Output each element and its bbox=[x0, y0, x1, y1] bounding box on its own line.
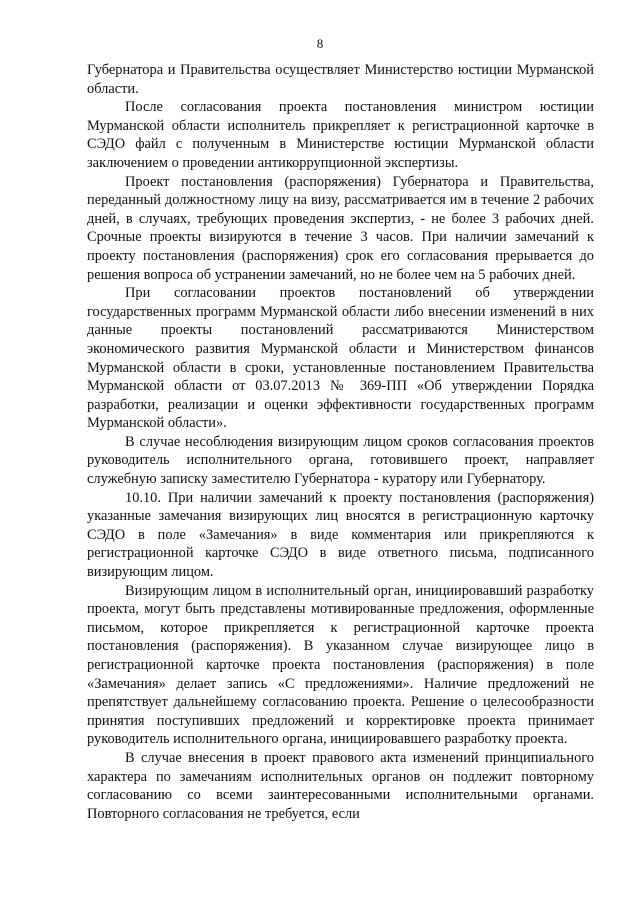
paragraph: В случае внесения в проект правового акта изменений принципиального характера по замечаниям исполнительных органов он подлежит повторному согласованию со всеми заинтересованными исполнительными органами. Повторного согласования не требуется, если bbox=[87, 749, 594, 822]
document-body bbox=[87, 61, 594, 823]
paragraph: При согласовании проектов постановлений об утверждении государственных программ Мурманской области либо внесении изменений в них данные проекты постановлений рассматриваются Министерством экономического развития Мурманской области и Министерством финансов Мурманской области в сроки, установленные постановлением Правительства Мурманской области от 03.07.2013 № 369-ПП «Об утверждении Порядка разработки, реализации и оценки эффективности государственных программ Мурманской области». bbox=[87, 285, 594, 432]
paragraph: В случае несоблюдения визирующим лицом сроков согласования проектов руководитель исполнительного органа, готовившего проект, направляет служебную записку заместителю Губернатора - куратору или Губернатору. bbox=[87, 433, 594, 488]
page-number: 8 bbox=[316, 36, 324, 51]
paragraph: После согласования проекта постановления министром юстиции Мурманской области исполнитель прикрепляет к регистрационной карточке в СЭДО файл с полученным в Министерстве юстиции Мурманской области заключением о проведении антикоррупционной экспертизы. bbox=[87, 99, 594, 171]
paragraph: Проект постановления (распоряжения) Губернатора и Правительства, переданный должностному лицу на визу, рассматривается им в течение 2 рабочих дней, в случаях, требующих проведения экспертиз, - не более 3 рабочих дней. Срочные проекты визируются в течение 3 часов. При наличии замечаний к проекту постановления (распоряжения) срок его согласования прерывается до решения вопроса об устранении замечаний, но не более чем на 5 рабочих дней. bbox=[87, 173, 594, 283]
paragraph: Визирующим лицом в исполнительный орган, инициировавший разработку проекта, могут быть представлены мотивированные предложения, оформленные письмом, которое прикрепляется к регистрационной карточке проекта постановления (распоряжения). В указанном случае визирующее лицо в регистрационной карточке проекта постановления (распоряжения) в поле «Замечания» делает запись «С предложениями». Наличие предложений не препятствует дальнейшему согласованию проекта. Решение о целесообразности принятия поступивших предложений и корректировке проекта принимает руководитель исполнительного органа, инициировавшего разработку проекта. bbox=[87, 582, 594, 748]
paragraph-section-10-10: 10.10. При наличии замечаний к проекту постановления (распоряжения) указанные замечания визирующих лиц вносятся в регистрационную карточку СЭДО в поле «Замечания» в виде комментария или прикрепляются к регистрационной карточке СЭДО в виде ответного письма, подписанного визирующим лицом. bbox=[87, 489, 594, 581]
paragraph-continuation: Губернатора и Правительства осуществляет Министерство юстиции Мурманской области. bbox=[87, 62, 594, 97]
